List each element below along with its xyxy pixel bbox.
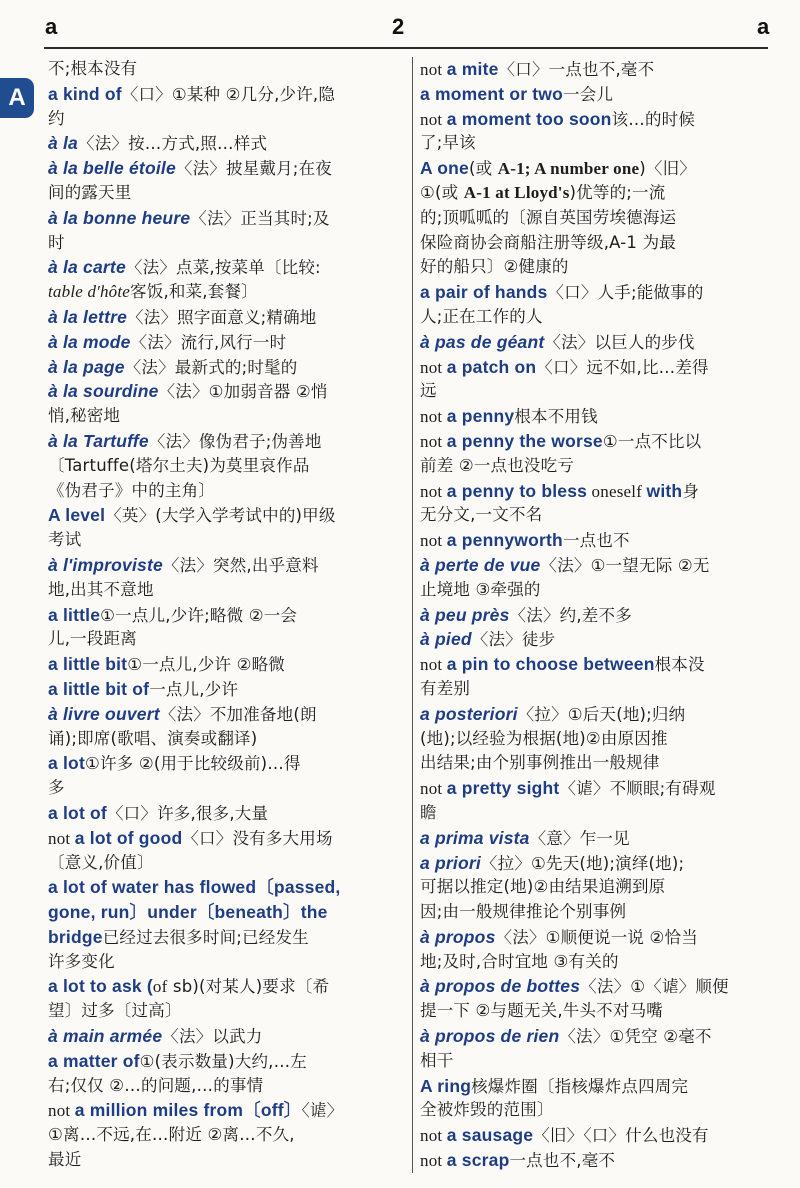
entry-line [48,255,406,280]
entry-line [48,727,406,752]
headword: A ring [420,1075,472,1096]
entry-line [48,1148,406,1173]
entry-line [48,528,406,553]
entry-line [48,1123,406,1148]
definition-text: 提一下 ②与题无关,牛头不对马嘴 [420,1001,663,1021]
entry-line [420,355,774,380]
entry-line [420,553,774,578]
entry-line [420,330,774,355]
entry-line [48,950,406,975]
definition-text: 望〕过多〔过高〕 [48,1001,182,1021]
prefix-word: of [152,977,168,997]
definition-text: 〈法〉流行,风行一时 [130,332,287,352]
variant-form: A-1 at Lloyd's [463,182,570,202]
headword: a penny [446,406,515,427]
headword: a little [48,604,101,625]
entry-line [420,305,774,330]
definition-text: 一点儿,少许 [149,679,239,699]
entry-line [420,627,774,652]
variant-form: A-1; A number one [497,159,640,179]
headword: a million miles from〔off〕 [74,1100,302,1121]
italic-term: table d'hôte [48,282,131,302]
definition-text: (地);以经验为根据(地)②由原因推 [420,728,668,748]
column-divider [412,57,413,1173]
definition-text: 〈法〉披星戴月;在夜 [175,159,332,179]
entry-line [420,677,774,702]
definition-text: 相干 [420,1050,454,1070]
entry-line [48,206,406,231]
definition-text: (或 [468,159,498,179]
entry-line [420,1098,774,1123]
entry-line [48,479,406,504]
headword-foreign: à propos [420,926,496,947]
entry-line [48,751,406,776]
definition-text: 〔Tartuffe(塔尔土夫)为莫里哀作品 [48,455,310,475]
entry-line [420,131,774,156]
guide-word-right: a [757,14,770,39]
entry-line [48,677,406,702]
definition-text: 已经过去很多时间;已经发生 [102,927,309,947]
headword-foreign: à livre ouvert [48,703,160,724]
prefix-word: not [420,779,447,799]
definition-text: 了;早该 [420,133,476,153]
prefix-word: not [48,1101,75,1121]
entry-line [420,578,774,603]
headword: bridge [48,926,103,947]
entry-line [48,900,406,925]
headword-foreign: a priori [420,852,481,873]
headword: a lot of [48,802,107,823]
definition-text: 儿,一段距离 [48,629,137,649]
definition-text: 〈法〉①加弱音器 ②悄 [158,382,328,402]
entry-line [420,479,774,504]
definition-text: 〈法〉突然,出乎意料 [162,555,319,575]
headword-foreign: a prima vista [420,827,530,848]
entry-line [420,82,774,107]
headword: a matter of [48,1050,140,1071]
headword-foreign: à la bonne heure [48,207,191,228]
headword: a scrap [446,1150,510,1171]
definition-text: 〈口〉①某种 ②几分,少许,隐 [121,84,336,104]
entry-line [420,181,774,206]
headword: a little bit of [48,678,150,699]
guide-word-left: a [45,14,58,39]
headword-foreign: à la sourdine [48,381,159,402]
headword-foreign: à la [48,133,78,154]
definition-text: 止境地 ③牵强的 [420,579,541,599]
prefix-word: not [420,357,447,377]
headword: a pennyworth [446,530,563,551]
definition-text: ①(表示数量)大约,…左 [139,1051,307,1071]
headword: a pretty sight [446,778,560,799]
entry-line [420,702,774,727]
entry-line [48,503,406,528]
headword-foreign: a posteriori [420,703,518,724]
headword-foreign: à la mode [48,331,131,352]
definition-text: 一点也不 [562,531,630,551]
headword: a patch on [446,356,537,377]
definition-text: 一点也不,毫不 [509,1151,616,1171]
entry-line [420,801,774,826]
headword: a lot of water has flowed〔passed, [48,877,341,898]
definition-text: 〈法〉约,差不多 [509,605,632,625]
entry-line [48,1098,406,1123]
definition-text: 约 [48,108,65,128]
definition-text: 〈法〉①凭空 ②毫不 [559,1027,712,1047]
header-rule [44,47,768,49]
definition-text: 最近 [48,1150,82,1170]
entry-line [48,875,406,900]
definition-text: 前差 ②一点也没吃亏 [420,455,575,475]
definition-text: 〈法〉以武力 [162,1027,263,1047]
entry-line [48,429,406,454]
definition-text: 根本不用钱 [514,407,598,427]
entry-line [48,974,406,999]
definition-text: ①(或 [420,182,464,202]
entry-line [48,379,406,404]
entry-line [420,255,774,280]
definition-text: 间的露天里 [48,182,132,202]
entry-line [420,280,774,305]
headword: a penny to bless [446,480,588,501]
prefix-word: not [420,431,447,451]
definition-text: ①离…不远,在…附近 ②离…不久, [48,1125,295,1145]
headword: gone, run〕under〔beneath〕the [48,902,328,923]
entry-line [420,652,774,677]
entry-line [48,553,406,578]
headword: with [646,480,683,501]
definition-text: 〈法〉正当其时;及 [190,208,330,228]
definition-text: 地,出其不意地 [48,579,154,599]
prefix-word: not [420,60,447,79]
definition-text: 无分文,一文不名 [420,505,543,525]
definition-text: 身 [682,481,700,501]
entry-line [420,603,774,628]
definition-text: 远 [420,381,437,401]
headword-foreign: à propos de rien [420,1026,560,1047]
entry-line [48,355,406,380]
entry-line [48,1024,406,1049]
definition-text: 〈法〉①〈谑〉顺便 [580,977,729,997]
entry-line [420,1148,774,1173]
prefix-word: not [48,828,75,848]
definition-text: 诵);即席(歌唱、演奏或翻译) [48,728,258,748]
definition-text: 悄,秘密地 [48,406,121,426]
entry-line [48,156,406,181]
definition-text: 地;及时,合时宜地 ③有关的 [420,951,619,971]
definition-text: 右;仅仅 ②…的问题,…的事情 [48,1075,264,1095]
entry-line [420,231,774,256]
definition-text: 核爆炸圈〔指核爆炸点四周完 [471,1076,689,1096]
entry-line [48,702,406,727]
headword-foreign: à l'improviste [48,554,163,575]
definition-text: 保险商协会商船注册等级,A-1 为最 [420,232,676,252]
headword: a lot to ask ( [48,976,153,997]
entry-line [420,974,774,999]
prefix-word: not [420,1126,447,1146]
headword-foreign: à la lettre [48,306,128,327]
entry-line [420,925,774,950]
entry-line [48,231,406,256]
definition-text: 可据以推定(地)②由结果追溯到原 [420,877,666,897]
entry-line [48,330,406,355]
headword: A one [420,158,469,179]
entry-line [48,925,406,950]
entry-line [420,57,774,82]
definition-text: ①一点儿,少许;略微 ②一会 [100,605,298,625]
prefix-word: not [420,1151,447,1171]
entry-line [48,1074,406,1099]
entry-line [420,206,774,231]
entry-line [48,404,406,429]
entry-line [420,503,774,528]
entry-line [420,379,774,404]
headword: a little bit [48,654,128,675]
entry-line [48,131,406,156]
definition-text: ①一点不比以 [602,431,702,451]
definition-text: 《伪君子》中的主角〕 [48,480,215,500]
entry-line [48,578,406,603]
entry-line [48,851,406,876]
prefix-word: not [420,109,447,129]
entry-line [48,627,406,652]
entry-line [420,826,774,851]
prefix-word: oneself [587,481,647,501]
definition-text: )〈旧〉 [639,159,696,179]
entry-line [48,181,406,206]
definition-text: 该…的时候 [611,109,696,129]
entry-line [420,727,774,752]
entry-line [48,280,406,305]
headword: a mite [446,59,499,79]
definition-text: 〈法〉徒步 [471,630,556,650]
entry-line [48,652,406,677]
entry-line [48,107,406,132]
definition-text: 〈法〉像伪君子;伪善地 [148,431,322,451]
prefix-word: not [420,655,447,675]
headword-foreign: à la Tartuffe [48,430,149,451]
definition-text: 〈口〉没有多大用场 [182,828,333,848]
definition-text: 〈旧〉〈口〉什么也没有 [533,1126,709,1146]
right-column [420,57,774,1173]
entry-line [420,1074,774,1099]
prefix-word: not [420,531,447,551]
headword-foreign: à la carte [48,257,126,278]
definition-text: 〈法〉不加准备地(朗 [159,704,317,724]
definition-text: 〈拉〉①后天(地);归纳 [517,704,686,724]
left-column [48,57,406,1173]
definition-text: 瞻 [420,802,437,822]
definition-text: 有差别 [420,678,471,698]
entry-line [48,999,406,1024]
definition-text: 出结果;由个别事例推出一般规律 [420,753,660,773]
headword: a moment too soon [446,108,612,129]
headword-foreign: à peu près [420,604,510,625]
definition-text: 〈法〉最新式的;时髦的 [124,357,298,377]
definition-text: 许多变化 [48,951,115,971]
definition-text: 〈法〉照字面意义;精确地 [127,307,317,327]
thumb-index-tab[interactable]: A [0,78,34,118]
definition-text: 考试 [48,530,82,550]
headword: a lot [48,753,85,774]
headword: A level [48,505,106,526]
headword: a kind of [48,83,122,104]
headword: a pin to choose between [446,654,655,675]
page-number: 2 [392,14,405,39]
definition-text: 〈法〉①一望无际 ②无 [540,555,710,575]
headword-foreign: à main armée [48,1026,163,1047]
definition-text: 时 [48,232,65,252]
definition-text: sb)(对某人)要求〔希 [167,977,330,997]
entry-line [420,156,774,181]
entry-line [420,999,774,1024]
definition-text: 因;由一般规律推论个别事例 [420,902,627,922]
entry-line [420,528,774,553]
entry-line [420,1024,774,1049]
headword: a pair of hands [420,282,548,303]
definition-text: 客饭,和菜,套餐〕 [130,282,258,302]
definition-text: 〈口〉远不如,比…差得 [536,357,709,377]
definition-text: 〈口〉人手;能做事的 [547,283,704,303]
prefix-word: not [420,481,447,501]
headword: a lot of good [74,827,183,848]
entry-line [420,851,774,876]
definition-text: 〈口〉许多,很多,大量 [106,803,269,823]
entry-line [420,900,774,925]
definition-text: 根本没 [654,655,705,675]
entry-line [48,776,406,801]
headword: a sausage [446,1125,534,1146]
entry-line [420,950,774,975]
headword-foreign: à la belle étoile [48,158,176,179]
entry-line [48,1049,406,1074]
headword-foreign: à pied [420,629,472,650]
definition-text: 的;顶呱呱的〔源自英国劳埃德海运 [420,207,677,227]
definition-text: 一会儿 [563,84,614,104]
entry-line [420,107,774,132]
entry-line [48,82,406,107]
entry-line [48,826,406,851]
headword-foreign: à la page [48,356,125,377]
definition-text: 人;正在工作的人 [420,306,543,326]
definition-text: 〈英〉(大学入学考试中的)甲级 [105,506,336,526]
headword: a moment or two [420,83,564,104]
definition-text: 全被炸毁的范围〕 [420,1100,554,1120]
definition-text: 好的船只〕②健康的 [420,257,569,277]
entry-line [420,454,774,479]
prefix-word: not [420,407,447,427]
definition-text: 〈法〉点菜,按菜单〔比较: [125,258,321,278]
definition-text: 〔意义,价值〕 [48,852,154,872]
definition-text: 〈意〉乍一见 [529,828,630,848]
entry-line [420,776,774,801]
entry-line [420,404,774,429]
definition-text: 〈谑〉 [301,1101,344,1121]
entry-line [48,305,406,330]
entry-line [48,801,406,826]
definition-text: 〈谑〉不顺眼;有碍观 [559,779,716,799]
entry-line [420,1123,774,1148]
definition-text: 多 [48,778,65,798]
headword: a penny the worse [446,430,603,451]
definition-text: ①许多 ②(用于比较级前)…得 [84,754,301,774]
definition-text: 〈法〉以巨人的步伐 [544,332,695,352]
entry-line [420,1049,774,1074]
definition-text: )优等的;一流 [569,182,666,202]
page-header [0,0,800,50]
entry-line [420,429,774,454]
definition-text: 〈口〉一点也不,毫不 [498,60,655,79]
headword-foreign: à propos de bottes [420,976,581,997]
headword-foreign: à perte de vue [420,554,541,575]
entry-line [48,57,406,82]
entry-line [48,454,406,479]
entry-line [420,875,774,900]
definition-text: 〈拉〉①先天(地);演绎(地); [480,853,685,873]
definition-text: 〈法〉按…方式,照…样式 [78,134,268,154]
definition-text: 〈法〉①顺便说一说 ②恰当 [495,927,698,947]
headword-foreign: à pas de géant [420,331,545,352]
definition-text: ①一点儿,少许 ②略微 [127,655,285,675]
entry-line [420,751,774,776]
definition-text: 不;根本没有 [48,59,138,78]
entry-line [48,603,406,628]
